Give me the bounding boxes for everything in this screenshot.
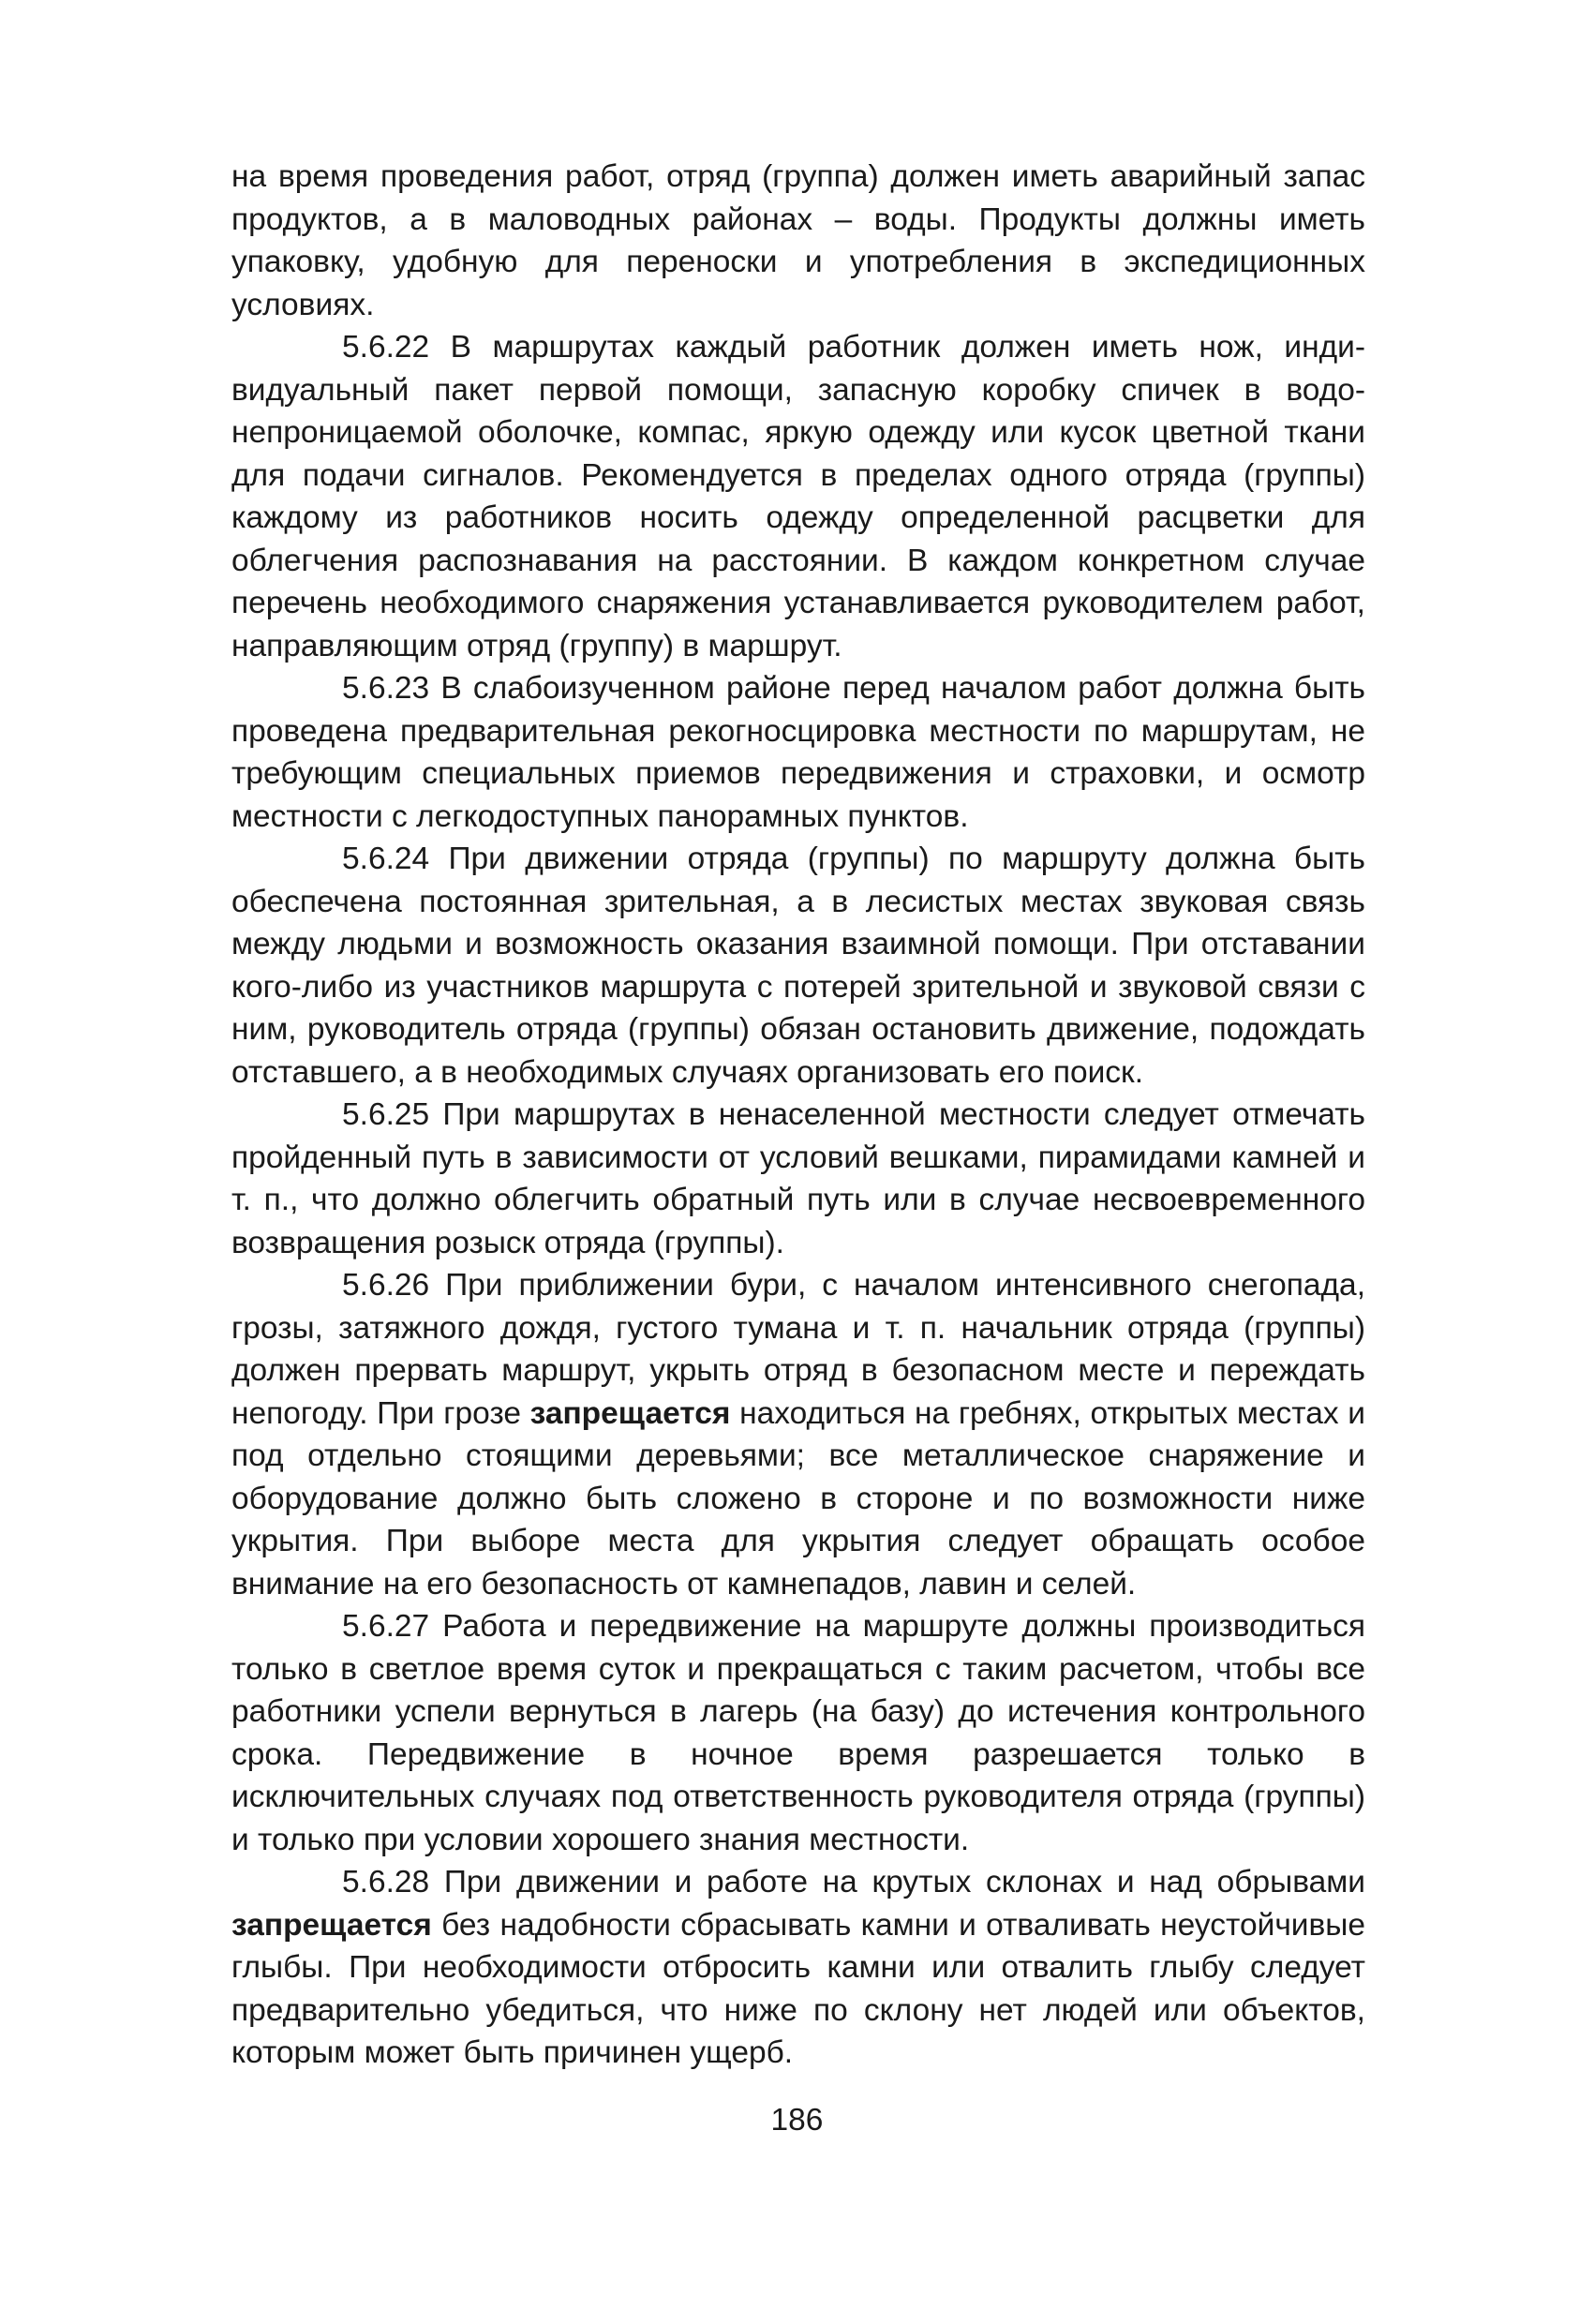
paragraph-text: 5.6.27 Работа и передвижение на маршруте должны производиться только в светлое время суток и прекращаться с таким расчетом, чтобы все работники успели вернуться в лагерь (на базу) до истечения контрольного срока. Передвижение в ночное время разрешается только в исключительных случаях под ответственность руководителя отряда (группы) и только при условии хорошего знания местности. <box>231 1609 1365 1857</box>
paragraph-5-6-27 <box>231 1605 1365 1861</box>
paragraph-5-6-24 <box>231 838 1365 1094</box>
paragraph-text: находиться на гребнях, открытых местах и под отдельно стоящими деревьями; все металлическое снаряжение и оборудование должно быть сложено в стороне и по возможности ниже укрытия. При выборе места для укрытия следует обращать особое внимание на его безопасность от камнепадов, лавин и селей. <box>231 1395 1365 1601</box>
paragraph-5-6-26 <box>231 1264 1365 1605</box>
paragraph-5-6-25 <box>231 1094 1365 1264</box>
paragraph-text: 5.6.22 В маршрутах каждый работник должен иметь нож, индивидуальный пакет первой помощи, запасную коробку спичек в водонепроницаемой оболочке, компас, яркую одежду или кусок цветной ткани для подачи сигналов. Рекомендуется в пределах одного отряда (группы) каждому из работников носить одежду определенной расцветки для облегчения распознавания на расстоянии. В каждом конкретном случае перечень необходимого снаряжения устанавливается руководителем работ, направляющим отряд (группу) в маршрут. <box>231 330 1365 663</box>
paragraph-text: без надобности сбрасывать камни и отваливать неустойчивые глыбы. При необходимости отбросить камни или отвалить глыбу следует предварительно убедиться, что ниже по склону нет людей или объектов, которым может быть причинен ущерб. <box>231 1907 1365 2070</box>
paragraph-5-6-23 <box>231 667 1365 838</box>
paragraph-text: 5.6.28 При движении и работе на крутых склонах и над обрывами <box>342 1865 1365 1899</box>
paragraph-text: 5.6.26 При приближении бури, с началом интенсивного снегопада, грозы, затяжного дождя, густого тумана и т. п. начальник отряда (группы) должен прервать маршрут, укрыть отряд в безопасном месте и переждать непогоду. При грозе <box>231 1268 1365 1431</box>
paragraph-text: 5.6.24 При движении отряда (группы) по маршруту должна быть обеспечена постоянная зрительная, а в лесистых местах звуковая связь между людьми и возможность оказания взаимной помощи. При отставании кого-либо из участников маршрута с потерей зрительной и звуковой связи с ним, руководитель отряда (группы) обязан остановить движение, подождать отставшего, а в необходимых случаях организовать его поиск. <box>231 842 1365 1090</box>
paragraph-text: 5.6.23 В слабоизученном районе перед началом работ должна быть проведена предварительная рекогносцировка местности по маршрутам, не требующим специальных приемов передвижения и страховки, и осмотр местности с легкодоступных панорамных пунктов. <box>231 671 1365 834</box>
body-text <box>231 156 1365 2075</box>
page-number: 186 <box>770 2103 824 2138</box>
paragraph-5-6-21-continuation <box>231 156 1365 326</box>
emphasis-prohibited: запрещается <box>231 1907 432 1943</box>
paragraph-text: 5.6.25 При маршрутах в ненаселенной местности следует отмечать пройденный путь в зависимости от условий вешками, пирамидами камней и т. п., что должно облегчить обратный путь или в случае несвоевременного возвращения розыск отряда (группы). <box>231 1097 1365 1260</box>
paragraph-5-6-28 <box>231 1861 1365 2075</box>
paragraph-text: на время проведения работ, отряд (группа) должен иметь аварийный запас продуктов, а в маловодных районах – воды. Продукты должны иметь упаковку, удобную для переноски и употребления в экспедиционных условиях. <box>231 159 1365 322</box>
emphasis-prohibited: запрещается <box>529 1395 731 1431</box>
paragraph-5-6-22 <box>231 326 1365 667</box>
